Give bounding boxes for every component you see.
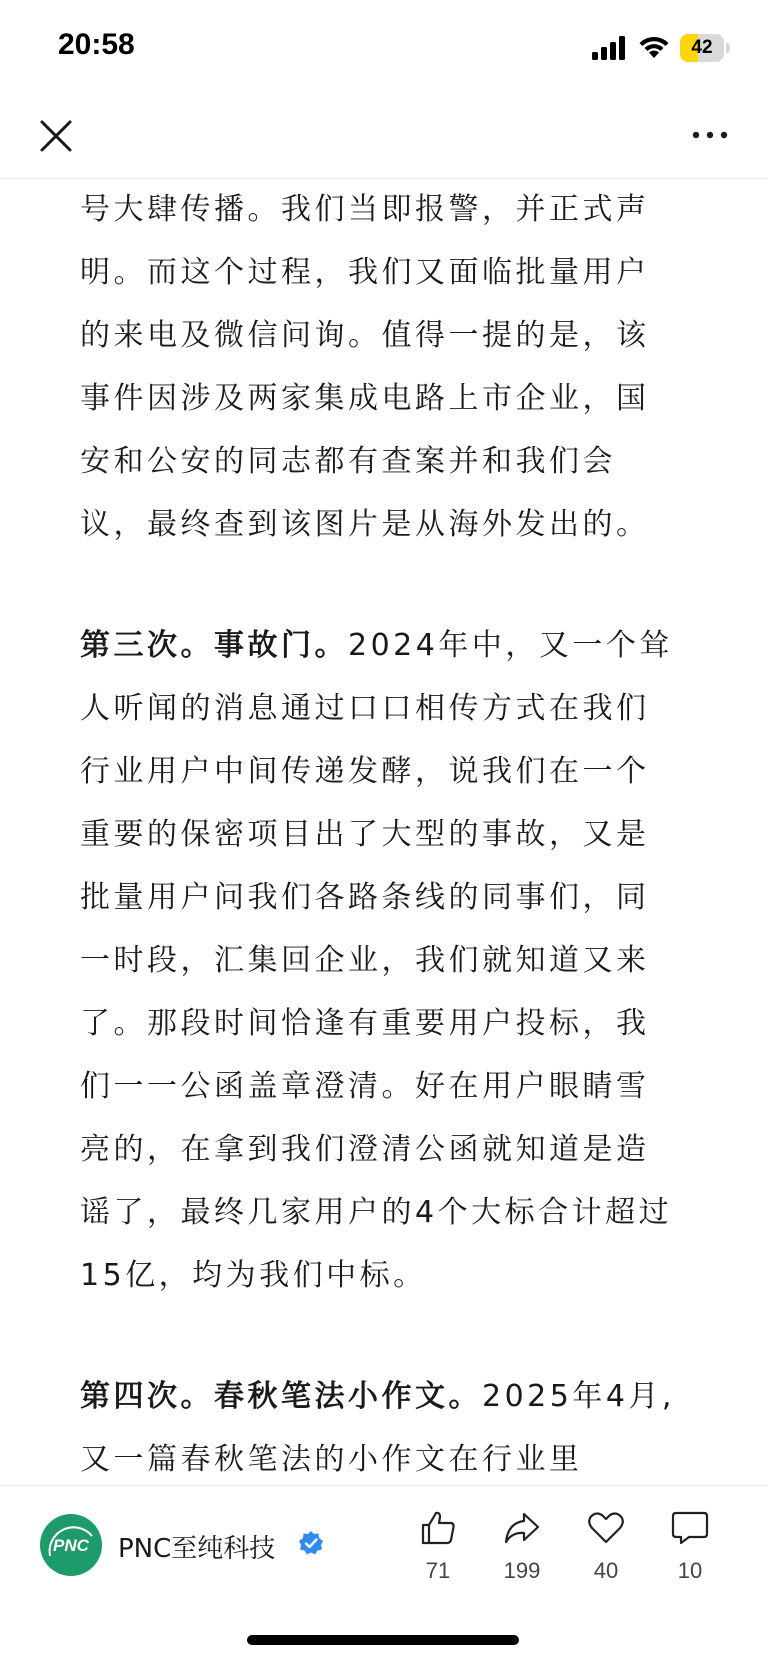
author-avatar[interactable]: [40, 1514, 102, 1576]
status-time: 20:58: [58, 28, 135, 61]
thumbs-up-icon: [418, 1508, 458, 1548]
heart-icon: [586, 1508, 626, 1548]
share-button[interactable]: [487, 1508, 557, 1598]
comment-count: 10: [677, 1558, 703, 1583]
article-paragraph: [80, 1365, 680, 1485]
comment-bubble-icon: [670, 1508, 710, 1548]
comment-button[interactable]: [655, 1508, 725, 1598]
paragraph-gap: [80, 556, 680, 614]
pnc-logo-icon: [40, 1514, 102, 1576]
favorite-button[interactable]: [571, 1508, 641, 1598]
more-dots-icon[interactable]: [690, 120, 730, 150]
wifi-icon: [638, 34, 670, 60]
nav-bar: [0, 96, 768, 179]
home-indicator[interactable]: [247, 1635, 519, 1645]
like-count: 71: [425, 1558, 451, 1583]
cellular-signal-icon: [592, 36, 628, 60]
battery-icon: [680, 34, 730, 62]
article-body: [80, 179, 680, 1485]
status-bar: [0, 0, 768, 96]
paragraph-text: 2024年中，又一个耸人听闻的消息通过口口相传方式在我们行业用户中间传递发酵，说我们在一个重要的保密项目出了大型的事故，又是批量用户问我们各路条线的同事们，同一时段，汇集回企业，我们就知道又来了。那段时间恰逢有重要用户投标，我们一一公函盖章澄清。好在用户眼睛雪亮的，在拿到我们澄清公函就知道是造谣了，最终几家用户的4个大标合计超过15亿，均为我们中标。: [80, 628, 673, 1293]
like-button[interactable]: [403, 1508, 473, 1598]
close-icon[interactable]: [36, 116, 76, 156]
svg-text:PNC: PNC: [53, 1536, 89, 1555]
battery-cap: [726, 43, 730, 53]
paragraph-heading: 第三次。事故门。: [80, 628, 348, 663]
paragraph-text: 2025年4月,又一篇春秋笔法的小作文在行业里: [80, 1379, 675, 1477]
paragraph-heading: 第四次。春秋笔法小作文。: [80, 1379, 482, 1414]
author-name[interactable]: PNC至纯科技: [118, 1534, 276, 1564]
verified-badge-icon: [298, 1530, 324, 1556]
paragraph-gap: [80, 1307, 680, 1365]
battery-level: 42: [691, 37, 713, 58]
share-arrow-icon: [502, 1508, 542, 1548]
battery-body: [680, 34, 724, 62]
share-count: 199: [503, 1558, 541, 1583]
article-paragraph: 号大肆传播。我们当即报警，并正式声明。而这个过程，我们又面临批量用户的来电及微信问询。值得一提的是，该事件因涉及两家集成电路上市企业，国安和公安的同志都有查案并和我们会议，最终查到该图片是从海外发出的。: [80, 192, 650, 542]
article-paragraph: [80, 614, 680, 1307]
favorite-count: 40: [593, 1558, 619, 1583]
